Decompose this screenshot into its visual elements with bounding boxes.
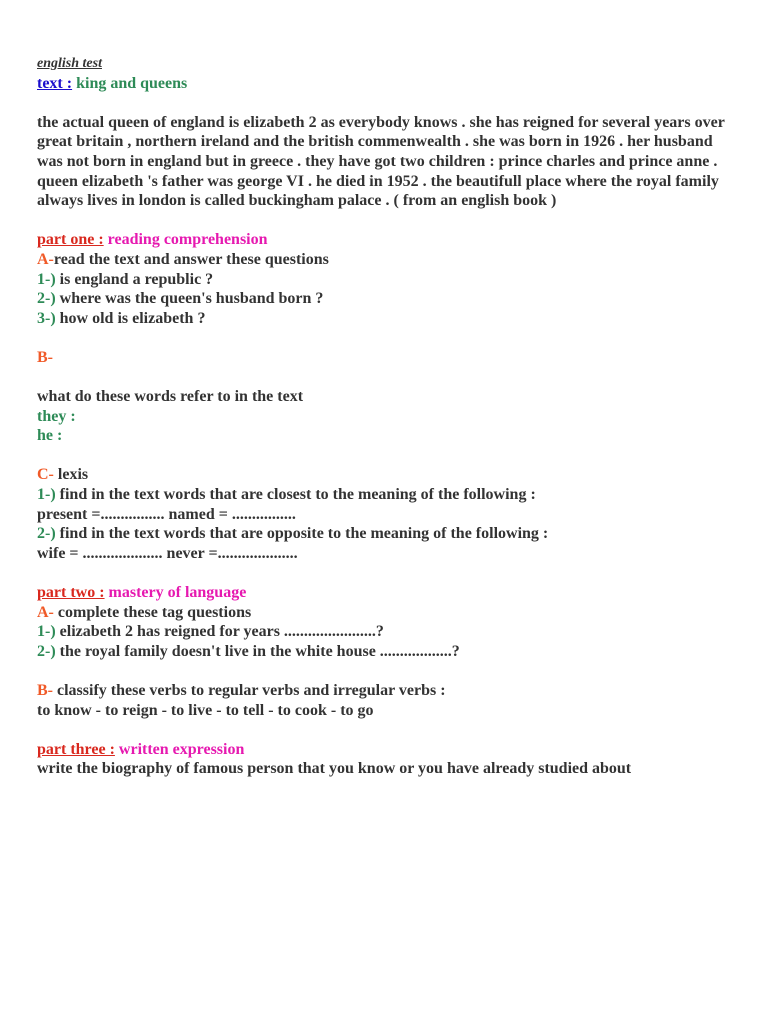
part-two-a-text: complete these tag questions [53,603,252,621]
reading-passage: the actual queen of england is elizabeth 2 as everybody knows . she has reigned for several years over great britain , northern ireland and the british commenwealth . she was born in 1926 . her husband was not born in england but in greece . they have got two children : prince charles and prince anne . queen elizabeth 's father was george VI . he died in 1952 . the beautifull place where the royal family always lives in london is called buckingham palace . ( from an english book ) [37,113,725,210]
document [37,54,737,779]
document-title: english test [37,56,102,71]
part-one-heading [37,230,737,250]
part-one-a-instruction [37,250,737,270]
question-number: 1-) [37,270,56,288]
part-one-a-text: read the text and answer these questions [53,250,329,268]
part-one-c-marker: C- [37,466,54,484]
part-three-name: written expression [114,740,245,758]
question-text: find in the text words that are closest to the meaning of the following : [55,486,536,504]
part-two-b-text: classify these verbs to regular verbs and irregular verbs : [53,682,446,699]
question-number: 2-) [37,290,56,308]
part-three-heading [37,740,737,760]
part-three-label: part three : [37,740,115,758]
question-number: 1-) [37,486,56,504]
question-item [37,642,737,662]
part-two-label: part two : [37,584,105,602]
question-number: 3-) [37,309,56,327]
question-text: where was the queen's husband born ? [55,290,324,308]
part-two-name: mastery of language [104,584,247,602]
reference-word: he : [37,427,63,445]
question-number: 2-) [37,642,56,660]
spacer [37,446,737,466]
part-one-label: part one : [37,231,104,249]
question-text: the royal family doesn't live in the white house ..................? [55,642,460,660]
question-item [37,309,737,329]
lexis-question-1 [37,485,737,505]
question-number: 1-) [37,623,56,641]
part-one-c-heading [37,465,737,485]
text-heading-label: text : [37,74,73,92]
lexis-answer-line-1: present =................ named = ................ [37,505,296,523]
part-three-instruction: write the biography of famous person that you know or you have already studied about [37,760,632,778]
lexis-question-2 [37,524,737,544]
question-item [37,622,737,642]
part-two-a-marker: A- [37,603,54,621]
spacer [37,368,737,388]
part-one-b-instruction: what do these words refer to in the text [37,388,304,406]
question-text: how old is elizabeth ? [55,309,206,327]
part-one-c-text: lexis [53,466,89,484]
question-item [37,270,737,290]
question-text: find in the text words that are opposite to the meaning of the following : [55,525,549,543]
lexis-answer-line-2: wife = .................... never =.................... [37,544,298,562]
text-heading-value: king and queens [72,74,188,92]
part-two-b-marker: B- [37,682,53,699]
question-item [37,289,737,309]
part-two-heading [37,583,737,603]
spacer [37,563,737,583]
question-number: 2-) [37,525,56,543]
part-one-a-marker: A- [37,250,54,268]
question-text: is england a republic ? [55,270,214,288]
part-one-name: reading comprehension [103,231,268,249]
spacer [37,661,737,681]
part-two-a-instruction [37,603,737,623]
spacer [37,720,737,740]
spacer [37,211,737,231]
reference-word: they : [37,407,76,425]
part-two-b-instruction [37,681,737,701]
spacer [37,93,737,113]
part-one-b-marker: B- [37,348,53,366]
question-text: elizabeth 2 has reigned for years .......................? [55,623,384,641]
verbs-list: to know - to reign - to live - to tell - to cook - to go [37,701,374,719]
text-heading [37,74,737,94]
spacer [37,328,737,348]
